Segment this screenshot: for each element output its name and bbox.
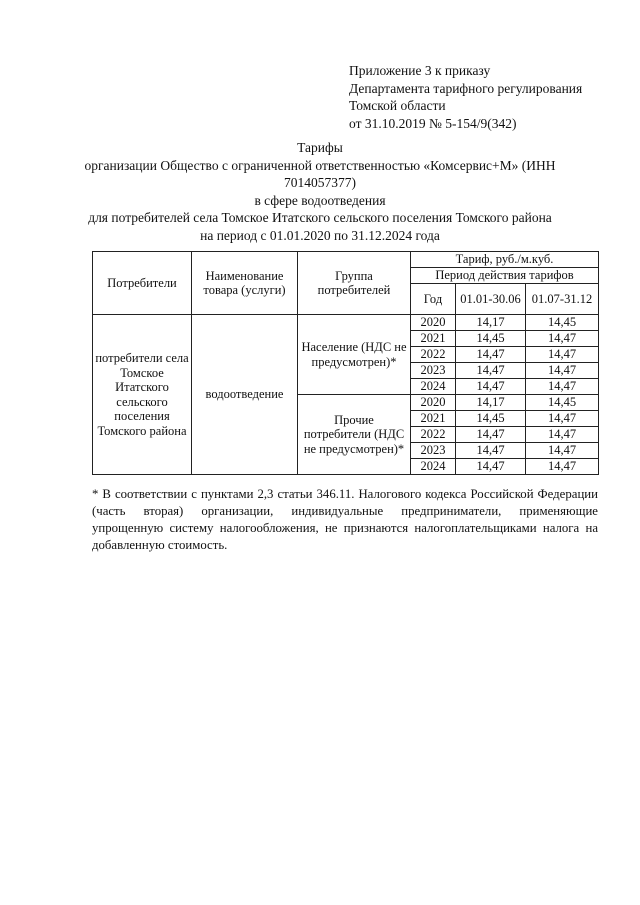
year-cell: 2023 — [411, 443, 456, 459]
year-cell: 2021 — [411, 331, 456, 347]
tariff-first-half-cell: 14,47 — [456, 427, 526, 443]
title-organization: организации Общество с ограниченной ответственностью «Комсервис+М» (ИНН 7014057377) — [84, 157, 556, 190]
group-cell: Население (НДС не предусмотрен)* — [298, 315, 411, 395]
tariff-first-half-cell: 14,17 — [456, 395, 526, 411]
table-header-row — [93, 252, 599, 268]
tariff-second-half-cell: 14,47 — [526, 459, 599, 475]
group-cell: Прочие потребители (НДС не предусмотрен)* — [298, 395, 411, 475]
year-cell: 2020 — [411, 395, 456, 411]
appendix-line: Департамента тарифного регулирования — [349, 80, 583, 96]
tariff-first-half-cell: 14,47 — [456, 379, 526, 395]
year-cell: 2023 — [411, 363, 456, 379]
title-consumers: для потребителей села Томское Итатского сельского поселения Томского района — [88, 210, 552, 225]
tariff-first-half-cell: 14,17 — [456, 315, 526, 331]
table-row — [93, 315, 599, 331]
tariff-second-half-cell: 14,47 — [526, 411, 599, 427]
title-sphere: в сфере водоотведения — [254, 192, 386, 208]
title-heading: Тарифы — [297, 140, 343, 155]
appendix-line: Приложение 3 к приказу — [349, 63, 491, 78]
consumers-cell: потребители села Томское Итатского сельского поселения Томского района — [93, 315, 192, 475]
tariff-first-half-cell: 14,47 — [456, 347, 526, 363]
tariff-second-half-cell: 14,47 — [526, 331, 599, 347]
header-period-second-half: 01.07-31.12 — [526, 284, 599, 315]
year-cell: 2022 — [411, 347, 456, 363]
year-cell: 2020 — [411, 315, 456, 331]
tariff-second-half-cell: 14,47 — [526, 363, 599, 379]
tariff-second-half-cell: 14,47 — [526, 347, 599, 363]
tariff-second-half-cell: 14,47 — [526, 443, 599, 459]
tariff-second-half-cell: 14,47 — [526, 379, 599, 395]
document-title — [70, 139, 570, 244]
tariff-first-half-cell: 14,47 — [456, 459, 526, 475]
header-group: Группа потребителей — [298, 252, 411, 315]
tariff-first-half-cell: 14,45 — [456, 411, 526, 427]
header-product: Наименование товара (услуги) — [192, 252, 298, 315]
footnote: * В соответствии с пунктами 2,3 статьи 346.11. Налогового кодекса Российской Федерации (часть вторая) организации, индивидуальные предприниматели, применяющие упрощенную систему налогообложения, не признаются налогоплательщиками налога на добавленную стоимость. — [92, 487, 598, 552]
header-consumers: Потребители — [93, 252, 192, 315]
title-period: на период с 01.01.2020 по 31.12.2024 года — [200, 227, 440, 243]
appendix-line: Томской области — [349, 98, 446, 113]
appendix-header — [349, 62, 582, 132]
tariff-second-half-cell: 14,47 — [526, 427, 599, 443]
tariff-second-half-cell: 14,45 — [526, 395, 599, 411]
year-cell: 2021 — [411, 411, 456, 427]
year-cell: 2022 — [411, 427, 456, 443]
product-cell: водоотведение — [192, 315, 298, 475]
year-cell: 2024 — [411, 379, 456, 395]
appendix-line: от 31.10.2019 № 5-154/9(342) — [349, 115, 517, 131]
tariff-first-half-cell: 14,45 — [456, 331, 526, 347]
tariff-table — [92, 251, 599, 475]
header-validity: Период действия тарифов — [411, 268, 599, 284]
tariff-table-body — [93, 252, 599, 475]
tariff-first-half-cell: 14,47 — [456, 443, 526, 459]
header-period-first-half: 01.01-30.06 — [456, 284, 526, 315]
year-cell: 2024 — [411, 459, 456, 475]
header-tariff: Тариф, руб./м.куб. — [411, 252, 599, 268]
header-year: Год — [411, 284, 456, 315]
tariff-first-half-cell: 14,47 — [456, 363, 526, 379]
tariff-second-half-cell: 14,45 — [526, 315, 599, 331]
